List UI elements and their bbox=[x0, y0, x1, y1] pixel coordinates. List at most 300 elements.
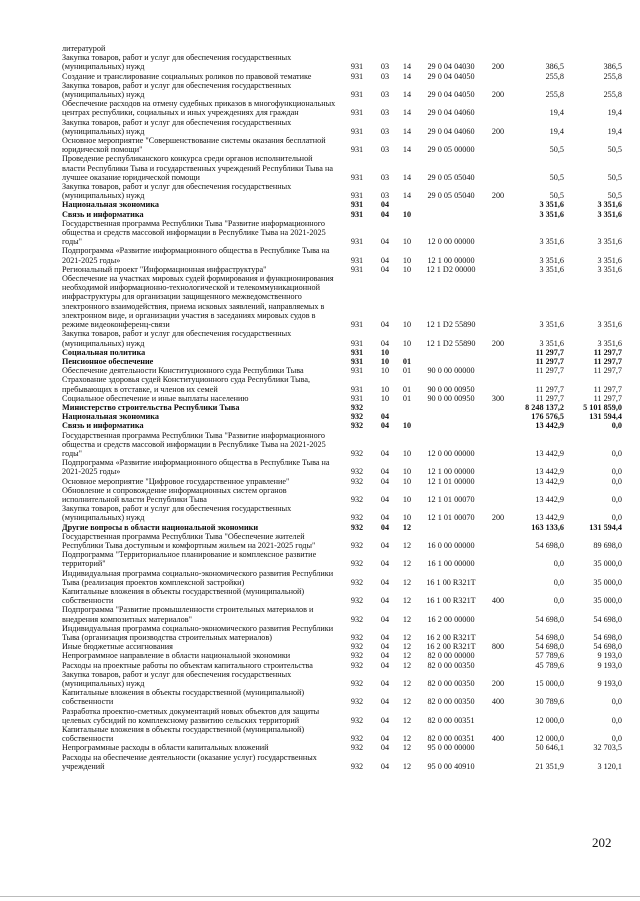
cell-rz: 04 bbox=[380, 633, 390, 642]
cell-grbs: 931 bbox=[350, 108, 364, 118]
cell-csr: 12 1 D2 00000 bbox=[426, 264, 476, 274]
cell-rz: 04 bbox=[380, 651, 390, 661]
table-row bbox=[62, 458, 624, 476]
cell-pr: 12 bbox=[402, 679, 412, 689]
cell-grbs: 932 bbox=[350, 761, 364, 771]
table-row bbox=[62, 72, 624, 81]
cell-s2: 5 101 859,0 bbox=[583, 402, 622, 412]
cell-s1: 57 789,6 bbox=[535, 651, 564, 661]
cell-pr: 14 bbox=[402, 172, 412, 182]
cell-grbs: 932 bbox=[350, 633, 364, 642]
cell-rz: 04 bbox=[380, 209, 390, 219]
table-row bbox=[62, 210, 624, 219]
cell-csr: 16 1 00 R321T bbox=[426, 596, 476, 606]
cell-name: Социальное обеспечение и иные выплаты населению bbox=[62, 393, 249, 403]
cell-name: Создание и транслирование социальных роликов по правовой тематике bbox=[62, 71, 312, 81]
cell-name: Национальная экономика bbox=[62, 200, 159, 210]
cell-name: Индивидуальная программа социально-экономического развития Республики Тыва (организация производства строительных материалов) bbox=[62, 623, 334, 642]
cell-name: литературой bbox=[62, 44, 106, 53]
cell-pr: 01 bbox=[402, 393, 412, 403]
cell-pr: 10 bbox=[402, 421, 412, 431]
cell-pr: 12 bbox=[402, 642, 412, 652]
cell-pr: 10 bbox=[402, 209, 412, 219]
table-row bbox=[62, 99, 624, 117]
cell-rz: 04 bbox=[380, 320, 390, 330]
cell-pr: 12 bbox=[402, 559, 412, 569]
cell-name: Страхование здоровья судей Конституционного суда Республики Тыва, пребывающих в отставке, и членов их семей bbox=[62, 375, 311, 394]
cell-s1: 21 351,9 bbox=[535, 761, 564, 771]
cell-csr: 95 0 00 00000 bbox=[427, 743, 475, 753]
cell-name: Государственная программа Республики Тыва "Обеспечение жителей Республики Тыва доступным и комфортным жильем на 2021-2025 годы" bbox=[62, 531, 316, 550]
table-row bbox=[62, 651, 624, 660]
table-row bbox=[62, 394, 624, 403]
cell-grbs: 931 bbox=[350, 356, 364, 366]
cell-s1: 54 698,0 bbox=[535, 614, 564, 624]
cell-pr: 01 bbox=[402, 384, 412, 394]
cell-pr: 14 bbox=[402, 90, 412, 100]
table-row bbox=[62, 523, 624, 532]
cell-grbs: 931 bbox=[350, 145, 364, 155]
cell-name: Министерство строительства Республики Тыва bbox=[62, 402, 240, 412]
cell-grbs: 932 bbox=[350, 522, 364, 532]
cell-name: Закупка товаров, работ и услуг для обеспечения государственных (муниципальных) нужд bbox=[62, 182, 292, 201]
cell-name: Обновление и сопровождение информационных систем органов исполнительной власти Республики Тыва bbox=[62, 485, 287, 504]
table-row bbox=[62, 53, 624, 71]
cell-name: Основное мероприятие "Совершенствование системы оказания бесплатной юридической помощи" bbox=[62, 136, 326, 155]
cell-s2: 131 594,4 bbox=[589, 412, 622, 422]
cell-grbs: 931 bbox=[350, 200, 364, 210]
cell-csr: 82 0 00 00351 bbox=[427, 715, 475, 725]
cell-s1: 50,5 bbox=[549, 172, 564, 182]
cell-grbs: 931 bbox=[350, 71, 364, 81]
cell-vr: 400 bbox=[491, 734, 505, 744]
cell-s2: 35 000,0 bbox=[593, 559, 622, 569]
cell-s2: 89 698,0 bbox=[593, 540, 622, 550]
cell-grbs: 932 bbox=[350, 559, 364, 569]
cell-rz: 04 bbox=[380, 715, 390, 725]
table-row bbox=[62, 81, 624, 99]
table-row bbox=[62, 605, 624, 623]
table-row bbox=[62, 219, 624, 247]
cell-s2: 0,0 bbox=[611, 715, 622, 725]
cell-pr: 10 bbox=[402, 467, 412, 477]
cell-rz: 04 bbox=[380, 734, 390, 744]
cell-s1: 8 248 137,2 bbox=[525, 402, 564, 412]
cell-rz: 04 bbox=[380, 761, 390, 771]
table-row bbox=[62, 154, 624, 182]
cell-s2: 0,0 bbox=[611, 476, 622, 486]
cell-s1: 50,5 bbox=[549, 145, 564, 155]
cell-s1: 50 646,1 bbox=[535, 743, 564, 753]
cell-grbs: 931 bbox=[350, 384, 364, 394]
cell-grbs: 931 bbox=[350, 191, 364, 201]
cell-pr: 14 bbox=[402, 71, 412, 81]
cell-s1: 0,0 bbox=[553, 596, 564, 606]
cell-csr: 16 2 00 00000 bbox=[427, 614, 475, 624]
table-row bbox=[62, 375, 624, 393]
cell-rz: 03 bbox=[380, 62, 390, 72]
cell-csr: 29 0 05 00000 bbox=[427, 145, 475, 155]
cell-pr: 12 bbox=[402, 697, 412, 707]
cell-grbs: 931 bbox=[350, 209, 364, 219]
cell-s1: 54 698,0 bbox=[535, 642, 564, 652]
cell-name: Подпрограмма "Территориальное планирование и комплексное развитие территорий" bbox=[62, 550, 317, 569]
cell-name: Расходы на проектные работы по объектам капитального строительства bbox=[62, 660, 313, 670]
cell-grbs: 931 bbox=[350, 338, 364, 348]
cell-pr: 14 bbox=[402, 108, 412, 118]
table-row bbox=[62, 412, 624, 421]
cell-grbs: 932 bbox=[350, 660, 364, 670]
table-row bbox=[62, 403, 624, 412]
cell-s1: 3 351,6 bbox=[539, 200, 564, 210]
cell-pr: 01 bbox=[402, 366, 412, 376]
cell-csr: 29 0 04 04050 bbox=[427, 71, 475, 81]
cell-s2: 9 193,0 bbox=[597, 651, 622, 661]
cell-name: Капитальные вложения в объекты государственной (муниципальной) собственности bbox=[62, 725, 305, 744]
cell-s2: 3 351,6 bbox=[597, 209, 622, 219]
cell-name: Подпрограмма "Развитие промышленности строительных материалов и внедрения композитных материалов" bbox=[62, 605, 314, 624]
cell-name: Закупка товаров, работ и услуг для обеспечения государственных (муниципальных) нужд bbox=[62, 669, 292, 689]
table-row bbox=[62, 265, 624, 274]
cell-name: Проведение республиканского конкурса среди органов исполнительной власти Республики Тыва и государственных учреждений Республики Тыва на лучшее оказание юридической помощи bbox=[62, 154, 333, 182]
table-row bbox=[62, 532, 624, 550]
cell-pr: 12 bbox=[402, 614, 412, 624]
cell-grbs: 931 bbox=[350, 62, 364, 72]
cell-s1: 11 297,7 bbox=[535, 347, 564, 357]
cell-rz: 04 bbox=[380, 421, 390, 431]
table-row bbox=[62, 486, 624, 504]
cell-rz: 10 bbox=[380, 347, 390, 357]
cell-pr: 14 bbox=[402, 126, 412, 136]
table-row bbox=[62, 246, 624, 264]
cell-vr: 200 bbox=[491, 126, 505, 136]
cell-grbs: 931 bbox=[350, 90, 364, 100]
cell-rz: 04 bbox=[380, 679, 390, 689]
cell-csr: 29 0 04 04060 bbox=[427, 126, 475, 136]
cell-csr: 12 1 D2 55890 bbox=[426, 338, 476, 348]
cell-rz: 04 bbox=[380, 642, 390, 652]
table-row bbox=[62, 661, 624, 670]
cell-pr: 12 bbox=[402, 522, 412, 532]
cell-s1: 0,0 bbox=[553, 559, 564, 569]
cell-csr: 12 0 00 00000 bbox=[427, 448, 475, 458]
cell-s1: 11 297,7 bbox=[535, 384, 564, 394]
cell-s2: 54 698,0 bbox=[593, 633, 622, 642]
cell-csr: 16 2 00 R321T bbox=[426, 642, 476, 652]
cell-s2: 3 120,1 bbox=[597, 761, 622, 771]
cell-grbs: 931 bbox=[350, 172, 364, 182]
cell-pr: 12 bbox=[402, 734, 412, 744]
cell-csr: 82 0 00 00350 bbox=[427, 660, 475, 670]
cell-rz: 03 bbox=[380, 90, 390, 100]
table-row bbox=[62, 200, 624, 209]
cell-s2: 35 000,0 bbox=[593, 577, 622, 587]
cell-rz: 03 bbox=[380, 126, 390, 136]
cell-grbs: 932 bbox=[350, 596, 364, 606]
cell-s1: 255,8 bbox=[545, 90, 564, 100]
cell-grbs: 931 bbox=[350, 393, 364, 403]
cell-vr: 200 bbox=[491, 679, 505, 689]
cell-grbs: 932 bbox=[350, 448, 364, 458]
cell-rz: 04 bbox=[380, 577, 390, 587]
cell-name: Основное мероприятие "Цифровое государственное управление" bbox=[62, 476, 290, 486]
cell-rz: 04 bbox=[380, 660, 390, 670]
cell-pr: 12 bbox=[402, 577, 412, 587]
cell-grbs: 932 bbox=[350, 679, 364, 689]
cell-rz: 10 bbox=[380, 384, 390, 394]
cell-grbs: 932 bbox=[350, 467, 364, 477]
cell-rz: 03 bbox=[380, 71, 390, 81]
cell-s1: 0,0 bbox=[553, 577, 564, 587]
cell-vr: 200 bbox=[491, 62, 505, 72]
cell-s2: 3 351,6 bbox=[597, 320, 622, 330]
cell-s2: 19,4 bbox=[607, 126, 622, 136]
cell-csr: 82 0 00 00000 bbox=[427, 651, 475, 661]
cell-grbs: 931 bbox=[350, 255, 364, 265]
cell-grbs: 932 bbox=[350, 513, 364, 523]
cell-s2: 11 297,7 bbox=[593, 393, 622, 403]
cell-s2: 3 351,6 bbox=[597, 264, 622, 274]
cell-csr: 16 1 00 R321T bbox=[426, 577, 476, 587]
table-row bbox=[62, 688, 624, 706]
cell-csr: 82 0 00 00351 bbox=[427, 734, 475, 744]
table-row bbox=[62, 274, 624, 329]
table-row bbox=[62, 182, 624, 200]
cell-s1: 3 351,6 bbox=[539, 264, 564, 274]
cell-s2: 50,5 bbox=[607, 191, 622, 201]
table-row bbox=[62, 329, 624, 347]
cell-csr: 82 0 00 00350 bbox=[427, 679, 475, 689]
cell-grbs: 932 bbox=[350, 734, 364, 744]
cell-s1: 54 698,0 bbox=[535, 540, 564, 550]
cell-rz: 04 bbox=[380, 448, 390, 458]
cell-name: Индивидуальная программа социально-экономического развития Республики Тыва (реализация проектов комплексной застройки) bbox=[62, 568, 334, 587]
cell-pr: 10 bbox=[402, 237, 412, 247]
budget-table bbox=[62, 44, 624, 771]
cell-grbs: 931 bbox=[350, 237, 364, 247]
cell-grbs: 932 bbox=[350, 412, 364, 422]
table-row bbox=[62, 366, 624, 375]
cell-s1: 54 698,0 bbox=[535, 633, 564, 642]
cell-s2: 50,5 bbox=[607, 172, 622, 182]
cell-s1: 15 000,0 bbox=[535, 679, 564, 689]
cell-grbs: 932 bbox=[350, 494, 364, 504]
cell-csr: 29 0 04 04060 bbox=[427, 108, 475, 118]
footer-divider bbox=[0, 896, 640, 897]
cell-s2: 0,0 bbox=[611, 494, 622, 504]
cell-s2: 11 297,7 bbox=[593, 347, 622, 357]
table-row bbox=[62, 642, 624, 651]
cell-s2: 11 297,7 bbox=[593, 366, 622, 376]
cell-name: Обеспечение расходов на отмену судебных приказов в многофункциональных центрах республики, социальных и иных учреждениях для граждан bbox=[62, 99, 336, 118]
cell-s1: 19,4 bbox=[549, 108, 564, 118]
cell-pr: 12 bbox=[402, 540, 412, 550]
cell-pr: 12 bbox=[402, 761, 412, 771]
cell-name: Закупка товаров, работ и услуг для обеспечения государственных (муниципальных) нужд bbox=[62, 53, 292, 72]
cell-csr: 29 0 05 05040 bbox=[427, 191, 475, 201]
cell-s1: 13 442,9 bbox=[535, 476, 564, 486]
cell-csr: 12 0 00 00000 bbox=[427, 237, 475, 247]
cell-grbs: 931 bbox=[350, 126, 364, 136]
cell-pr: 12 bbox=[402, 596, 412, 606]
cell-pr: 14 bbox=[402, 62, 412, 72]
cell-s1: 13 442,9 bbox=[535, 494, 564, 504]
cell-csr: 12 1 01 00000 bbox=[427, 476, 475, 486]
cell-s1: 12 000,0 bbox=[535, 715, 564, 725]
cell-name: Закупка товаров, работ и услуг для обеспечения государственных (муниципальных) нужд bbox=[62, 504, 292, 523]
cell-s2: 50,5 bbox=[607, 145, 622, 155]
cell-csr: 29 0 04 04050 bbox=[427, 90, 475, 100]
cell-grbs: 931 bbox=[350, 320, 364, 330]
cell-rz: 04 bbox=[380, 467, 390, 477]
cell-csr: 29 0 05 05040 bbox=[427, 172, 475, 182]
cell-csr: 12 1 00 00000 bbox=[427, 255, 475, 265]
table-row bbox=[62, 118, 624, 136]
table-row bbox=[62, 587, 624, 605]
cell-s2: 3 351,6 bbox=[597, 338, 622, 348]
cell-rz: 04 bbox=[380, 513, 390, 523]
cell-pr: 12 bbox=[402, 633, 412, 642]
cell-s1: 19,4 bbox=[549, 126, 564, 136]
cell-csr: 12 1 01 00070 bbox=[427, 494, 475, 504]
cell-name: Разработка проектно-сметных документаций новых объектов для защиты целевых субсидий по комплексному развитию сельских территорий bbox=[62, 706, 320, 725]
cell-s1: 3 351,6 bbox=[539, 338, 564, 348]
cell-grbs: 931 bbox=[350, 347, 364, 357]
cell-vr: 300 bbox=[491, 393, 505, 403]
cell-rz: 04 bbox=[380, 559, 390, 569]
cell-pr: 10 bbox=[402, 320, 412, 330]
cell-rz: 03 bbox=[380, 145, 390, 155]
cell-pr: 10 bbox=[402, 448, 412, 458]
cell-pr: 10 bbox=[402, 476, 412, 486]
cell-s2: 3 351,6 bbox=[597, 200, 622, 210]
cell-name: Расходы на обеспечение деятельности (оказание услуг) государственных учреждений bbox=[62, 752, 317, 771]
cell-s2: 9 193,0 bbox=[597, 679, 622, 689]
cell-rz: 04 bbox=[380, 743, 390, 753]
cell-grbs: 932 bbox=[350, 651, 364, 661]
cell-csr: 90 0 00 00950 bbox=[427, 384, 475, 394]
cell-name: Государственная программа Республики Тыва "Развитие информационного общества и средств массовой информации в Республике Тыва на 2021-2025 годы" bbox=[62, 218, 326, 247]
cell-name: Обеспечение деятельности Конституционного суда Республики Тыва bbox=[62, 366, 304, 376]
table-row bbox=[62, 431, 624, 459]
cell-name: Закупка товаров, работ и услуг для обеспечения государственных (муниципальных) нужд bbox=[62, 80, 292, 100]
cell-s1: 30 789,6 bbox=[535, 697, 564, 707]
cell-pr: 10 bbox=[402, 338, 412, 348]
cell-csr: 12 1 00 00000 bbox=[427, 467, 475, 477]
cell-name: Непрограммные расходы в области капитальных вложений bbox=[62, 743, 269, 753]
cell-s1: 50,5 bbox=[549, 191, 564, 201]
cell-name: Подпрограмма «Развитие информационного общества в Республике Тыва на 2021-2025 годы» bbox=[62, 458, 330, 477]
table-row bbox=[62, 670, 624, 688]
cell-s2: 0,0 bbox=[611, 513, 622, 523]
table-row bbox=[62, 707, 624, 725]
cell-csr: 16 0 00 00000 bbox=[427, 540, 475, 550]
cell-csr: 95 0 00 40910 bbox=[427, 761, 475, 771]
cell-csr: 82 0 00 00350 bbox=[427, 697, 475, 707]
cell-vr: 200 bbox=[491, 338, 505, 348]
cell-grbs: 932 bbox=[350, 540, 364, 550]
cell-s1: 12 000,0 bbox=[535, 734, 564, 744]
cell-s1: 11 297,7 bbox=[535, 366, 564, 376]
cell-grbs: 932 bbox=[350, 614, 364, 624]
cell-pr: 12 bbox=[402, 651, 412, 661]
cell-csr: 16 2 00 R321T bbox=[426, 633, 476, 642]
cell-vr: 800 bbox=[491, 642, 505, 652]
cell-s1: 3 351,6 bbox=[539, 255, 564, 265]
cell-pr: 10 bbox=[402, 513, 412, 523]
cell-s1: 3 351,6 bbox=[539, 237, 564, 247]
cell-s2: 255,8 bbox=[603, 71, 622, 81]
cell-grbs: 932 bbox=[350, 642, 364, 652]
cell-s1: 45 789,6 bbox=[535, 660, 564, 670]
cell-rz: 04 bbox=[380, 522, 390, 532]
cell-name: Закупка товаров, работ и услуг для обеспечения государственных (муниципальных) нужд bbox=[62, 329, 292, 348]
cell-rz: 04 bbox=[380, 697, 390, 707]
table-row bbox=[62, 725, 624, 743]
table-row bbox=[62, 44, 624, 53]
cell-name: Капитальные вложения в объекты государственной (муниципальной) собственности bbox=[62, 688, 305, 707]
cell-s2: 54 698,0 bbox=[593, 614, 622, 624]
cell-rz: 04 bbox=[380, 476, 390, 486]
cell-grbs: 932 bbox=[350, 715, 364, 725]
cell-s1: 163 133,6 bbox=[531, 522, 564, 532]
cell-grbs: 932 bbox=[350, 577, 364, 587]
cell-vr: 400 bbox=[491, 596, 505, 606]
cell-vr: 200 bbox=[491, 513, 505, 523]
cell-csr: 90 0 00 00950 bbox=[427, 393, 475, 403]
cell-rz: 03 bbox=[380, 108, 390, 118]
cell-rz: 04 bbox=[380, 264, 390, 274]
cell-rz: 04 bbox=[380, 237, 390, 247]
cell-name: Непрограммное направление в области национальной экономики bbox=[62, 651, 291, 661]
cell-s2: 0,0 bbox=[611, 448, 622, 458]
cell-rz: 04 bbox=[380, 596, 390, 606]
cell-name: Национальная экономика bbox=[62, 412, 159, 422]
cell-s1: 3 351,6 bbox=[539, 209, 564, 219]
table-row bbox=[62, 357, 624, 366]
cell-s1: 13 442,9 bbox=[535, 513, 564, 523]
cell-csr: 29 0 04 04030 bbox=[427, 62, 475, 72]
cell-s2: 32 703,5 bbox=[593, 743, 622, 753]
cell-grbs: 932 bbox=[350, 697, 364, 707]
cell-name: Связь и информатика bbox=[62, 421, 144, 431]
cell-rz: 10 bbox=[380, 366, 390, 376]
table-row bbox=[62, 421, 624, 430]
table-row bbox=[62, 569, 624, 587]
page-number: 202 bbox=[592, 835, 612, 850]
cell-vr: 200 bbox=[491, 191, 505, 201]
cell-s2: 35 000,0 bbox=[593, 596, 622, 606]
cell-pr: 14 bbox=[402, 145, 412, 155]
table-row bbox=[62, 753, 624, 771]
cell-name: Капитальные вложения в объекты государственной (муниципальной) собственности bbox=[62, 586, 305, 606]
cell-name: Закупка товаров, работ и услуг для обеспечения государственных (муниципальных) нужд bbox=[62, 117, 292, 136]
cell-s1: 11 297,7 bbox=[535, 393, 564, 403]
cell-s1: 13 442,9 bbox=[535, 467, 564, 477]
cell-s1: 386,5 bbox=[545, 62, 564, 72]
cell-pr: 10 bbox=[402, 255, 412, 265]
cell-rz: 04 bbox=[380, 540, 390, 550]
cell-rz: 04 bbox=[380, 614, 390, 624]
cell-name: Пенсионное обеспечение bbox=[62, 356, 154, 366]
cell-s2: 19,4 bbox=[607, 108, 622, 118]
cell-s1: 255,8 bbox=[545, 71, 564, 81]
cell-pr: 14 bbox=[402, 191, 412, 201]
cell-s2: 386,5 bbox=[603, 62, 622, 72]
cell-grbs: 931 bbox=[350, 264, 364, 274]
cell-s2: 0,0 bbox=[611, 697, 622, 707]
cell-s1: 3 351,6 bbox=[539, 320, 564, 330]
